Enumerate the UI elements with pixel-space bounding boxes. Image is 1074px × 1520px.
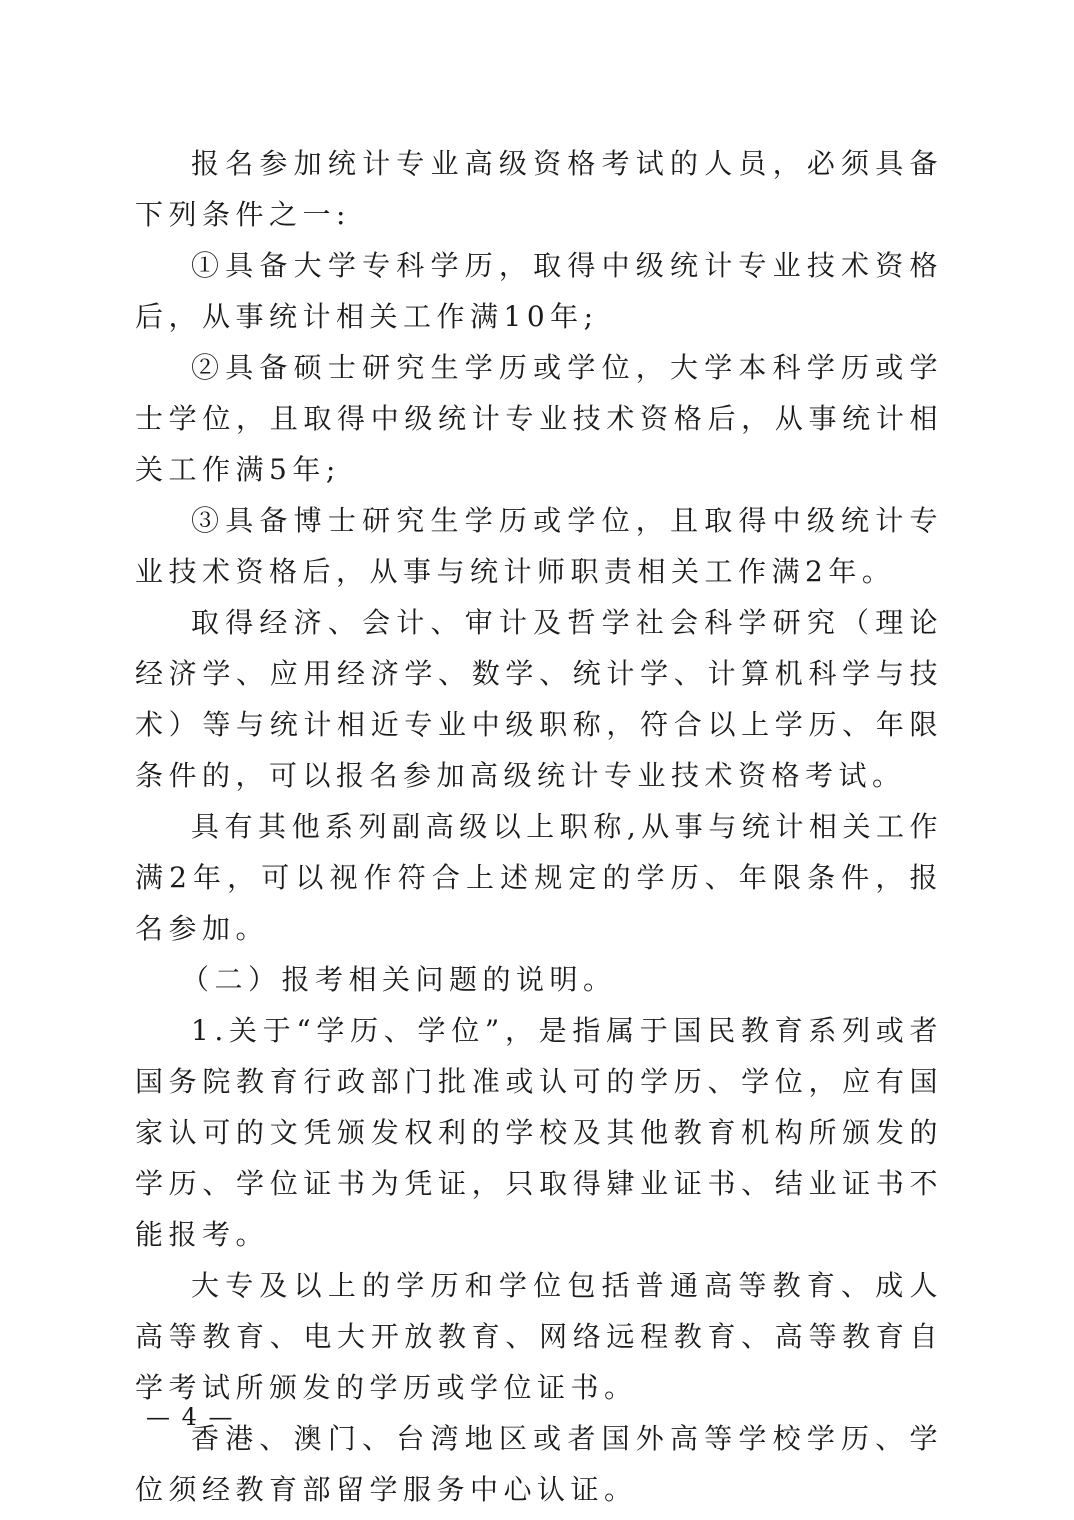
document-body: [135, 138, 943, 1515]
paragraph-condition-1: ①具备大学专科学历，取得中级统计专业技术资格后，从事统计相关工作满10年;: [135, 249, 943, 333]
paragraph-condition-2: ②具备硕士研究生学历或学位，大学本科学历或学士学位，且取得中级统计专业技术资格后，从事统计相关工作满5年;: [135, 351, 943, 486]
paragraph-condition-3: ③具备博士研究生学历或学位，且取得中级统计专业技术资格后，从事与统计师职责相关工作满2年。: [135, 504, 943, 588]
section-heading-2: （二）报考相关问题的说明。: [181, 963, 617, 996]
paragraph-degree-definition: 1.关于“学历、学位”，是指属于国民教育系列或者国务院教育行政部门批准或认可的学历、学位，应有国家认可的文凭颁发权利的学校及其他教育机构所颁发的学历、学位证书为凭证，只取得肄业证书、结业证书不能报考。: [135, 1014, 943, 1251]
paragraph-other-series: 具有其他系列副高级以上职称,从事与统计相关工作满2年，可以视作符合上述规定的学历、年限条件，报名参加。: [135, 810, 943, 945]
paragraph-related-titles: 取得经济、会计、审计及哲学社会科学研究（理论经济学、应用经济学、数学、统计学、计算机科学与技术）等与统计相近专业中级职称，符合以上学历、年限条件的，可以报名参加高级统计专业技术资格考试。: [135, 606, 943, 792]
paragraph-requirements-intro: 报名参加统计专业高级资格考试的人员，必须具备下列条件之一:: [135, 147, 943, 231]
paragraph-foreign-degrees: 香港、澳门、台湾地区或者国外高等学校学历、学位须经教育部留学服务中心认证。: [135, 1422, 943, 1506]
page-number: — 4 —: [146, 1403, 235, 1431]
paragraph-degree-types: 大专及以上的学历和学位包括普通高等教育、成人高等教育、电大开放教育、网络远程教育、高等教育自学考试所颁发的学历或学位证书。: [135, 1269, 943, 1404]
